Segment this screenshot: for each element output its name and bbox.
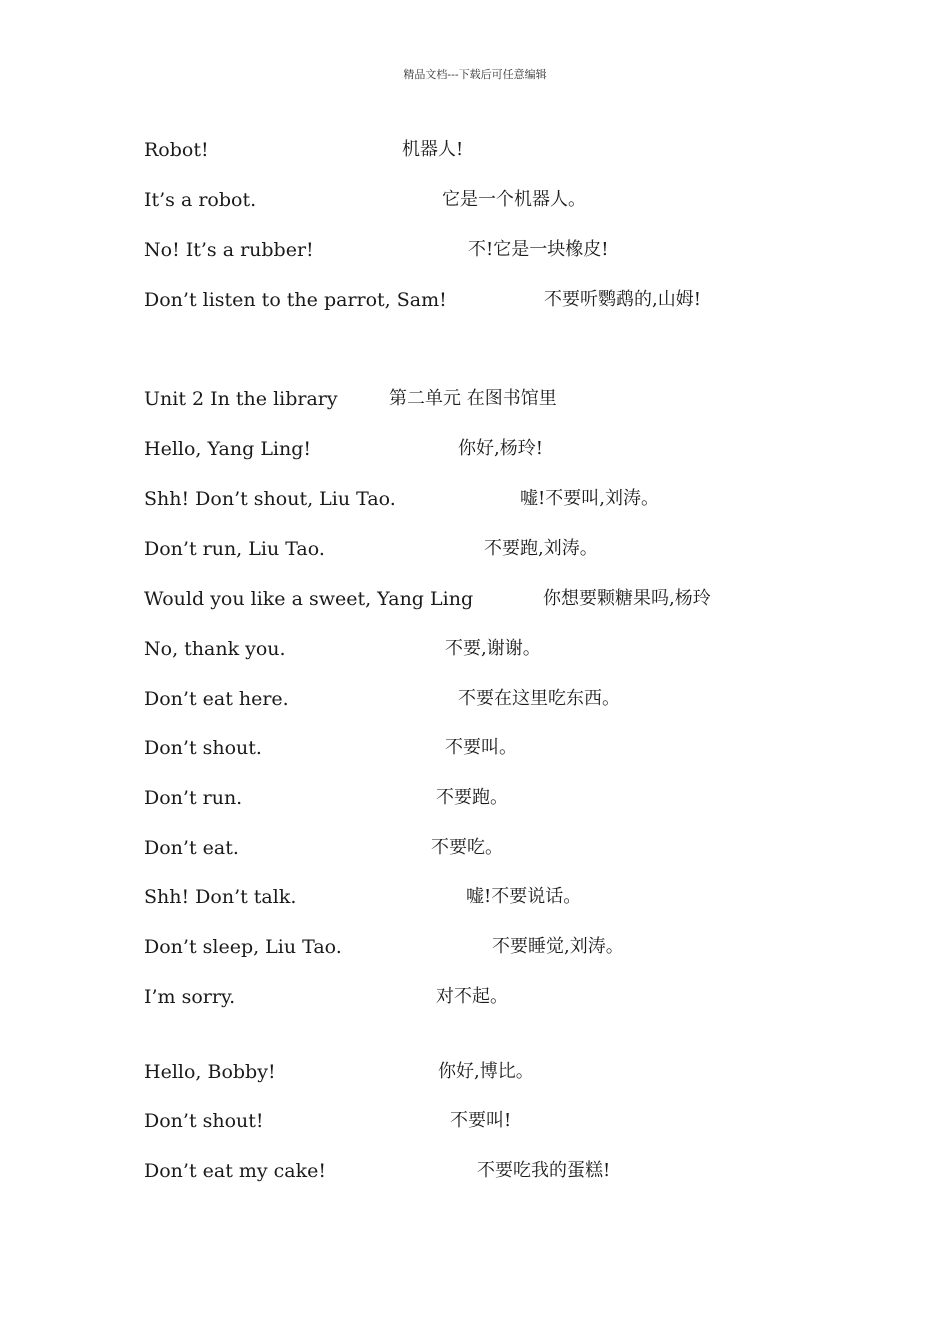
english-sentence: Don’t listen to the parrot, Sam!: [144, 289, 447, 311]
english-sentence: No, thank you.: [144, 638, 286, 660]
sentence-row: [0, 135, 950, 165]
english-sentence: I’m sorry.: [144, 986, 236, 1008]
sentence-row: [0, 484, 950, 514]
english-sentence: Hello, Yang Ling!: [144, 438, 312, 460]
chinese-translation: 不要叫!: [450, 1110, 512, 1131]
chinese-translation: 不要在这里吃东西。: [458, 688, 620, 709]
sentence-row: [0, 1156, 950, 1186]
sentence-row: [0, 634, 950, 664]
sentence-row: [0, 185, 950, 215]
chinese-translation: 机器人!: [402, 139, 464, 160]
sentence-row: [0, 932, 950, 962]
sentence-row: [0, 833, 950, 863]
chinese-translation: 不要吃我的蛋糕!: [477, 1160, 611, 1181]
english-sentence: Don’t sleep, Liu Tao.: [144, 936, 342, 958]
chinese-translation: 你好,博比。: [438, 1061, 534, 1082]
english-sentence: Shh! Don’t talk.: [144, 886, 297, 908]
english-sentence: Don’t shout.: [144, 737, 262, 759]
sentence-row: [0, 982, 950, 1012]
english-sentence: Hello, Bobby!: [144, 1061, 276, 1083]
chinese-translation: 不要吃。: [431, 837, 503, 858]
page-header: 精品文档---下载后可任意编辑: [403, 68, 547, 81]
chinese-translation: 嘘!不要说话。: [466, 886, 582, 907]
english-sentence: Would you like a sweet, Yang Ling: [144, 588, 474, 610]
chinese-translation: 不要跑,刘涛。: [484, 538, 598, 559]
english-sentence: Don’t eat my cake!: [144, 1160, 327, 1182]
unit-heading-english: Unit 2 In the library: [144, 388, 338, 410]
chinese-translation: 它是一个机器人。: [442, 189, 586, 210]
chinese-translation: 你想要颗糖果吗,杨玲: [543, 588, 711, 609]
english-sentence: Shh! Don’t shout, Liu Tao.: [144, 488, 396, 510]
english-sentence: No! It’s a rubber!: [144, 239, 314, 261]
english-sentence: Don’t run.: [144, 787, 243, 809]
sentence-row: [0, 1106, 950, 1136]
english-sentence: It’s a robot.: [144, 189, 257, 211]
unit-heading-chinese: 第二单元 在图书馆里: [389, 388, 557, 409]
chinese-translation: 不要听鹦鹉的,山姆!: [544, 289, 701, 310]
chinese-translation: 嘘!不要叫,刘涛。: [520, 488, 659, 509]
chinese-translation: 对不起。: [436, 986, 508, 1007]
sentence-row: [0, 285, 950, 315]
sentence-row: [0, 882, 950, 912]
sentence-row: [0, 783, 950, 813]
sentence-row: [0, 733, 950, 763]
sentence-row: [0, 434, 950, 464]
sentence-row: [0, 584, 950, 614]
chinese-translation: 不要跑。: [436, 787, 508, 808]
chinese-translation: 你好,杨玲!: [458, 438, 543, 459]
chinese-translation: 不!它是一块橡皮!: [468, 239, 609, 260]
english-sentence: Don’t run, Liu Tao.: [144, 538, 325, 560]
sentence-row: [0, 1057, 950, 1087]
english-sentence: Don’t eat.: [144, 837, 239, 859]
unit-heading-row: [0, 384, 950, 414]
english-sentence: Robot!: [144, 139, 209, 161]
chinese-translation: 不要,谢谢。: [445, 638, 541, 659]
sentence-row: [0, 684, 950, 714]
english-sentence: Don’t eat here.: [144, 688, 289, 710]
chinese-translation: 不要睡觉,刘涛。: [492, 936, 624, 957]
chinese-translation: 不要叫。: [445, 737, 517, 758]
sentence-row: [0, 534, 950, 564]
english-sentence: Don’t shout!: [144, 1110, 264, 1132]
sentence-row: [0, 235, 950, 265]
